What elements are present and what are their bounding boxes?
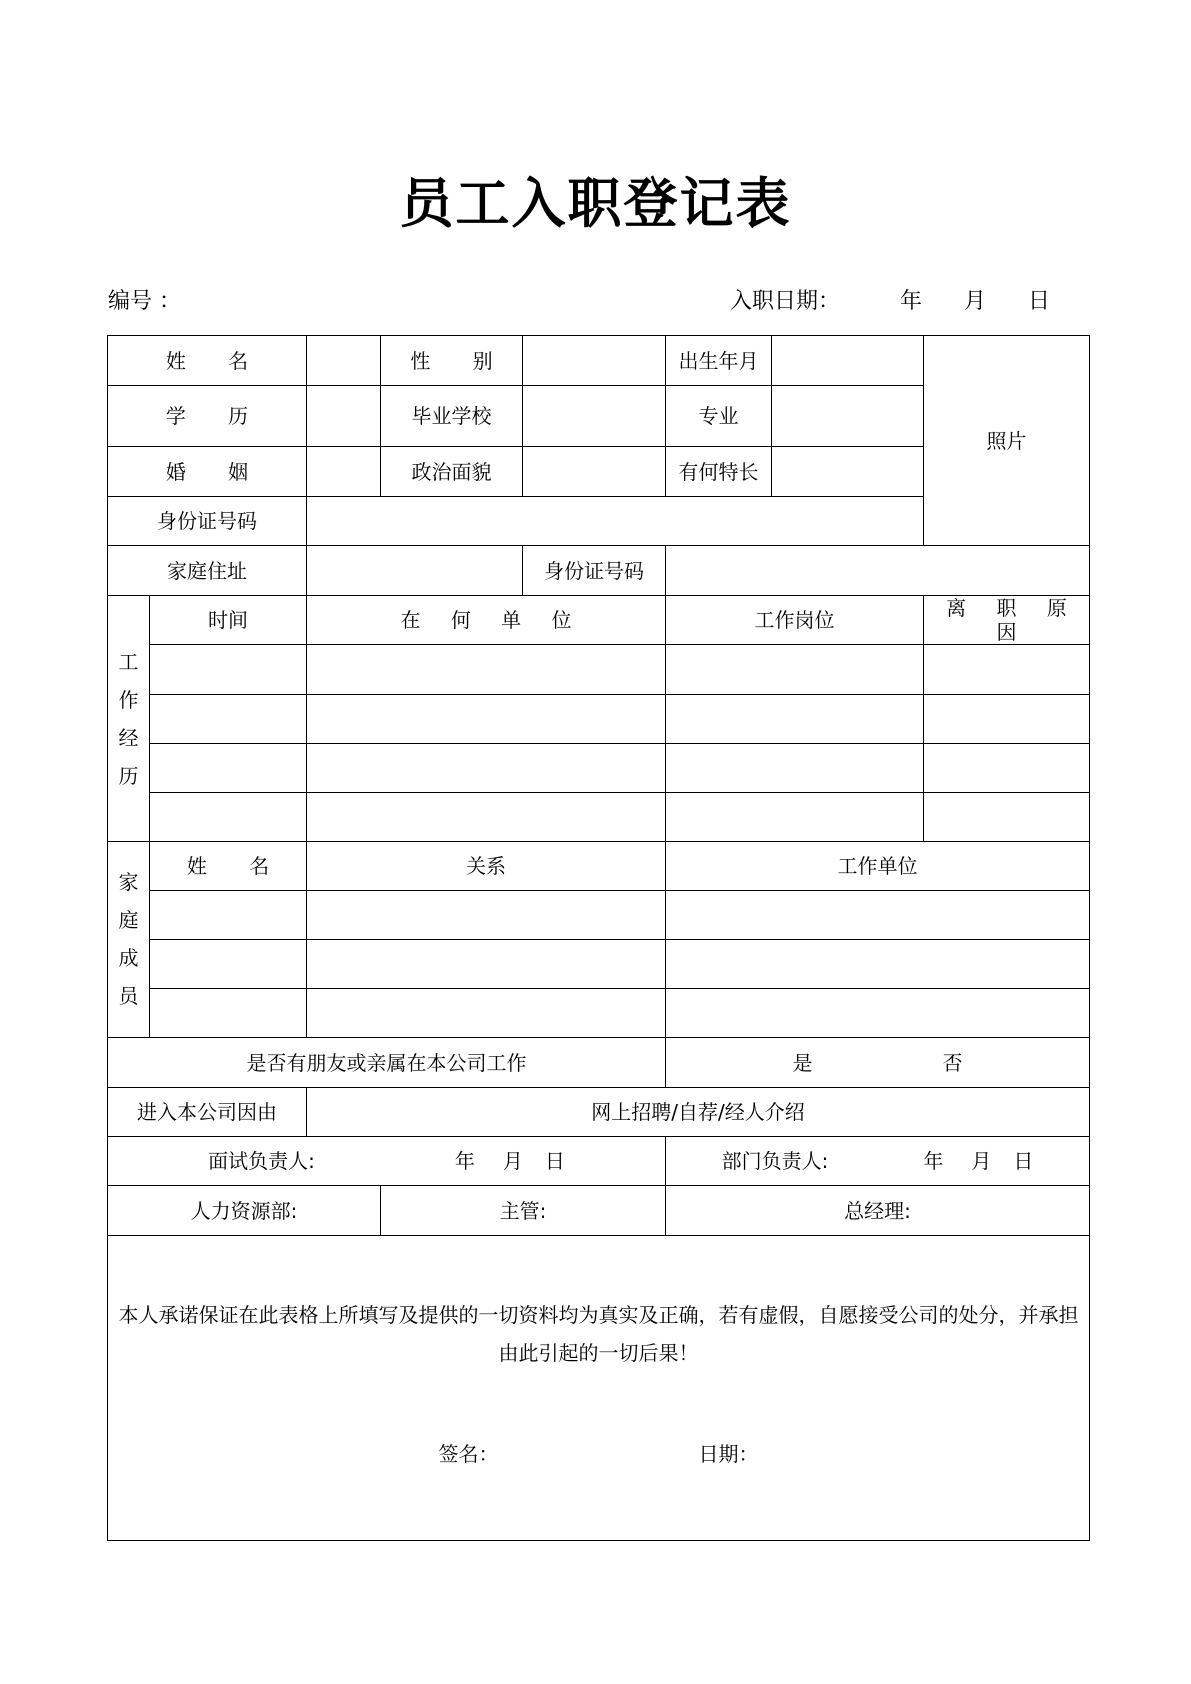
family-relation-cell[interactable] [307,890,666,939]
work-position-cell[interactable] [666,645,924,694]
interviewer-month: 月 [502,1149,523,1174]
work-company-header: 在 何 单 位 [307,596,666,645]
work-history-section [108,596,150,841]
political-field[interactable] [523,447,666,497]
major-label: 专业 [666,386,772,447]
work-company-cell[interactable] [307,645,666,694]
dept-head-month: 月 [971,1149,992,1174]
work-position-header: 工作岗位 [666,596,924,645]
birth-field[interactable] [772,336,924,386]
work-position-cell[interactable] [666,792,924,841]
work-company-cell[interactable] [307,792,666,841]
id-number-2-field[interactable] [666,546,1090,596]
page-title: 员工入职登记表 [399,172,792,235]
work-section-char: 工 [118,649,139,674]
interviewer-year: 年 [454,1149,475,1174]
registration-form [107,335,1090,1541]
id-number-field[interactable] [307,497,924,546]
work-leave-reason-header: 离 职 原 因 [924,596,1090,645]
entry-day-label: 日 [1028,289,1051,314]
name-label: 姓 名 [108,336,307,386]
work-section-char: 作 [118,687,139,712]
marriage-label: 婚 姻 [108,447,307,497]
relatives-yes-option[interactable]: 是 [792,1050,813,1075]
gender-label: 性 别 [381,336,523,386]
work-company-cell[interactable] [307,743,666,792]
work-company-cell[interactable] [307,694,666,743]
work-time-cell[interactable] [150,645,307,694]
entry-date-label: 入职日期： [730,289,841,314]
dept-head-cell[interactable] [666,1137,1090,1186]
signature-label[interactable]: 签名： [438,1442,499,1467]
family-relation-cell[interactable] [307,939,666,988]
work-leave-reason-cell[interactable] [924,792,1090,841]
supervisor-signoff[interactable]: 主管: [381,1186,666,1236]
pledge-sign-row [108,1442,1089,1466]
education-field[interactable] [307,386,381,447]
family-workplace-cell[interactable] [666,890,1090,939]
id-number-2-label: 身份证号码 [523,546,666,596]
education-label: 学 历 [108,386,307,447]
work-time-cell[interactable] [150,694,307,743]
work-section-char: 经 [118,725,139,750]
specialty-field[interactable] [772,447,924,497]
political-label: 政治面貌 [381,447,523,497]
hr-signoff[interactable]: 人力资源部: [108,1186,381,1236]
number-label: 编号 ： [108,289,181,314]
school-label: 毕业学校 [381,386,523,447]
family-section [108,841,150,1037]
entry-date [730,284,1050,315]
family-workplace-cell[interactable] [666,989,1090,1038]
address-field[interactable] [307,546,523,596]
interviewer-cell[interactable] [108,1137,666,1186]
major-field[interactable] [772,386,924,447]
dept-head-label: 部门负责人: [721,1149,829,1174]
pledge-text: 本人承诺保证在此表格上所填写及提供的一切资料均为真实及正确，若有虚假，自愿接受公司的处分，并承担由此引起的一切后果！ [118,1303,1079,1366]
relatives-answer[interactable] [666,1038,1090,1088]
name-field[interactable] [307,336,381,386]
work-position-cell[interactable] [666,743,924,792]
interviewer-label: 面试负责人: [208,1149,315,1174]
work-leave-reason-cell[interactable] [924,645,1090,694]
family-section-char: 成 [118,946,139,971]
photo-box[interactable]: 照片 [924,336,1090,546]
pledge-date-label[interactable]: 日期： [698,1442,759,1467]
family-name-cell[interactable] [150,989,307,1038]
family-workplace-header: 工作单位 [666,841,1090,890]
work-leave-reason-cell[interactable] [924,743,1090,792]
reason-options[interactable]: 网上招聘/自荐/经人介绍 [307,1088,1090,1137]
family-name-header: 姓 名 [150,841,307,890]
specialty-label: 有何特长 [666,447,772,497]
work-section-char: 历 [118,763,139,788]
pledge-block [108,1236,1090,1541]
entry-year-label: 年 [900,289,923,314]
id-number-label: 身份证号码 [108,497,307,546]
work-position-cell[interactable] [666,694,924,743]
gender-field[interactable] [523,336,666,386]
dept-head-year: 年 [923,1149,944,1174]
gm-signoff[interactable]: 总经理: [666,1186,1090,1236]
entry-month-label: 月 [964,289,987,314]
family-section-char: 家 [118,870,139,895]
work-time-cell[interactable] [150,743,307,792]
family-section-char: 庭 [118,908,139,933]
family-relation-header: 关系 [307,841,666,890]
family-name-cell[interactable] [150,939,307,988]
birth-label: 出生年月 [666,336,772,386]
work-time-cell[interactable] [150,792,307,841]
relatives-no-option[interactable]: 否 [942,1050,963,1075]
relatives-question: 是否有朋友或亲属在本公司工作 [108,1038,666,1088]
interviewer-day: 日 [544,1149,565,1174]
family-name-cell[interactable] [150,890,307,939]
work-time-header: 时间 [150,596,307,645]
marriage-field[interactable] [307,447,381,497]
dept-head-day: 日 [1013,1149,1034,1174]
address-label: 家庭住址 [108,546,307,596]
work-leave-reason-cell[interactable] [924,694,1090,743]
family-relation-cell[interactable] [307,989,666,1038]
family-section-char: 员 [118,984,139,1009]
school-field[interactable] [523,386,666,447]
family-workplace-cell[interactable] [666,939,1090,988]
reason-label: 进入本公司因由 [108,1088,307,1137]
